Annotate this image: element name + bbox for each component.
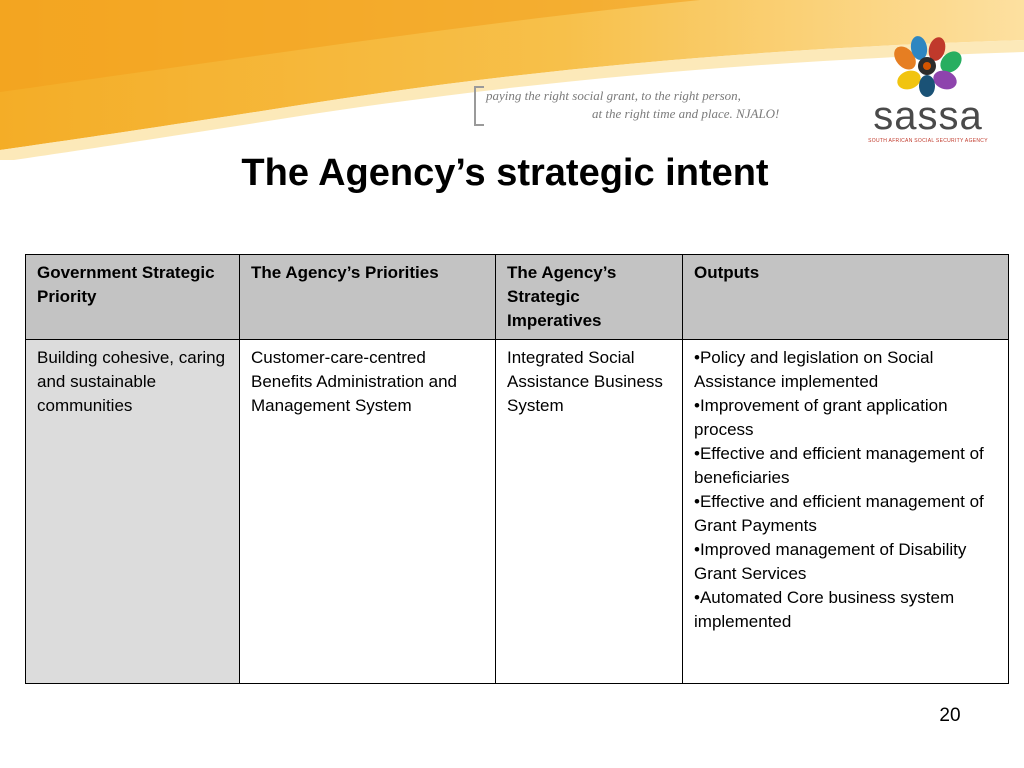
output-item: •Automated Core business system implemented bbox=[694, 588, 955, 631]
strategy-table bbox=[25, 254, 1009, 684]
cell-agency-priority: Customer-care-centred Benefits Administration and Management System bbox=[240, 340, 496, 684]
output-item: •Effective and efficient management of Grant Payments bbox=[694, 492, 984, 535]
output-item: •Improvement of grant application process bbox=[694, 396, 948, 439]
output-item: •Improved management of Disability Grant Services bbox=[694, 540, 967, 583]
output-item: •Effective and efficient management of beneficiaries bbox=[694, 444, 984, 487]
brand-tagline bbox=[470, 84, 830, 128]
page-title: The Agency’s strategic intent bbox=[241, 152, 769, 194]
logo-subtitle: SOUTH AFRICAN SOCIAL SECURITY AGENCY bbox=[868, 138, 988, 144]
cell-outputs bbox=[683, 340, 1009, 684]
output-item: •Policy and legislation on Social Assistance implemented bbox=[694, 348, 934, 391]
logo-wordmark: sassa bbox=[873, 94, 983, 138]
table-header-row bbox=[26, 255, 1009, 340]
tagline-bracket bbox=[474, 86, 484, 126]
table-row bbox=[26, 340, 1009, 684]
cell-government-priority: Building cohesive, caring and sustainable communities bbox=[26, 340, 240, 684]
header-strategic-imperatives: The Agency’s Strategic Imperatives bbox=[496, 255, 683, 340]
page-number: 20 bbox=[939, 705, 961, 726]
header-government-priority: Government Strategic Priority bbox=[26, 255, 240, 340]
outputs-list bbox=[694, 346, 998, 634]
tagline-line-2: at the right time and place. NJALO! bbox=[592, 106, 780, 121]
header-agency-priorities: The Agency’s Priorities bbox=[240, 255, 496, 340]
tagline-line-1: paying the right social grant, to the right person, bbox=[486, 88, 741, 103]
cell-imperative: Integrated Social Assistance Business System bbox=[496, 340, 683, 684]
header-outputs: Outputs bbox=[683, 255, 1009, 340]
